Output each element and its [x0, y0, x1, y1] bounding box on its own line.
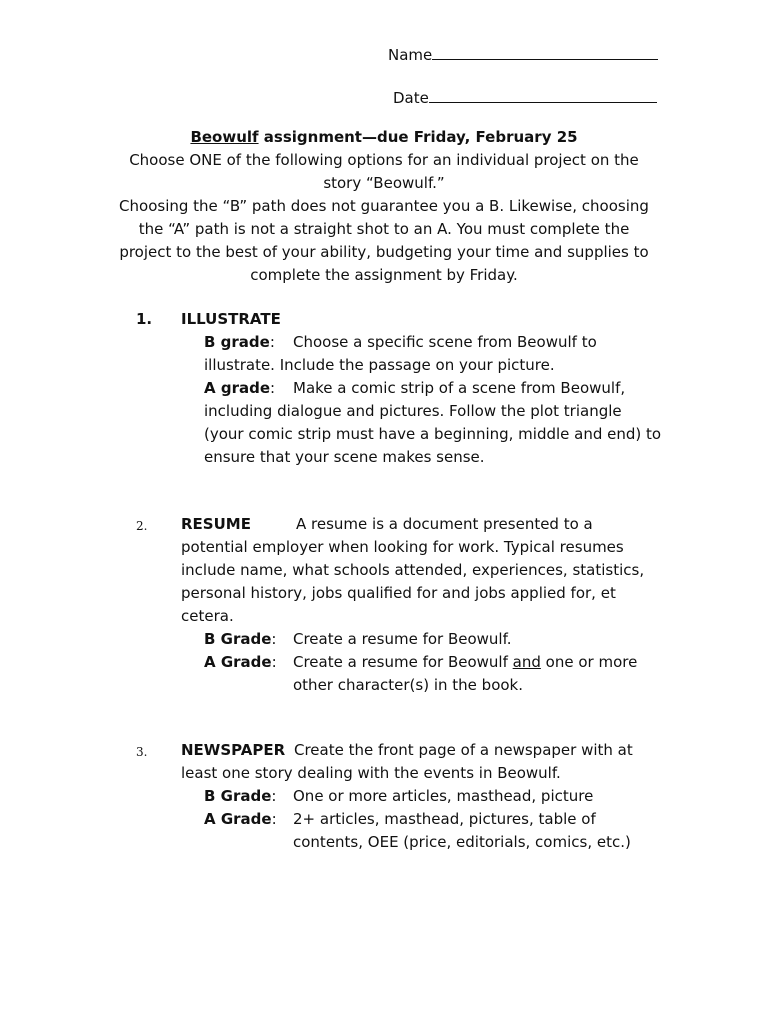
title-underlined: Beowulf	[190, 128, 259, 146]
option-description-line: personal history, jobs qualified for and jobs applied for, et	[181, 584, 616, 602]
grade-label: B Grade	[204, 787, 272, 805]
option-heading: ILLUSTRATE	[181, 310, 281, 328]
intro-line-6: project to the best of your ability, budgeting your time and supplies to	[119, 243, 649, 261]
a-grade-row: A grade: Make a comic strip of a scene from Beowulf,	[204, 377, 664, 400]
date-blank-line	[429, 89, 657, 103]
option-description: A resume is a document presented to a	[296, 515, 593, 533]
option-description-line: least one story dealing with the events in Beowulf.	[181, 764, 561, 782]
grade-label: B Grade	[204, 630, 272, 648]
a-grade-continuation: ensure that your scene makes sense.	[204, 448, 485, 466]
title-rest: assignment—due Friday, February 25	[258, 128, 578, 146]
a-grade-continuation: including dialogue and pictures. Follow the plot triangle	[204, 402, 622, 420]
name-blank-line	[432, 46, 658, 60]
name-label: Name	[388, 46, 433, 64]
grade-label: A Grade	[204, 653, 272, 671]
assignment-header	[100, 126, 668, 287]
intro-line-5: the “A” path is not a straight shot to an A. You must complete the	[138, 220, 630, 238]
grade-label: A grade	[204, 379, 270, 397]
option-description-line: include name, what schools attended, experiences, statistics,	[181, 561, 645, 579]
option-heading: NEWSPAPER	[181, 741, 286, 759]
assignment-title	[100, 126, 668, 149]
grade-description	[293, 651, 637, 674]
desc-start: Create a resume for Beowulf	[293, 653, 513, 671]
a-grade-continuation: contents, OEE (price, editorials, comics, etc.)	[293, 833, 631, 851]
a-grade-continuation: other character(s) in the book.	[293, 676, 524, 694]
grade-label: A Grade	[204, 810, 272, 828]
b-grade-row: B grade: Choose a specific scene from Beowulf to	[204, 331, 664, 354]
desc-end: one or more	[540, 653, 638, 671]
intro-line-7: complete the assignment by Friday.	[250, 266, 518, 284]
option-number: 3.	[136, 745, 148, 759]
option-number: 1.	[136, 310, 153, 328]
b-grade-row: B Grade: Create a resume for Beowulf.	[204, 628, 664, 651]
name-field	[388, 46, 660, 64]
grade-description: Create a resume for Beowulf.	[293, 630, 512, 648]
intro-line-3: story “Beowulf.”	[323, 174, 445, 192]
date-label: Date	[393, 89, 429, 107]
grade-description: One or more articles, masthead, picture	[293, 787, 594, 805]
a-grade-continuation: (your comic strip must have a beginning, middle and end) to	[204, 425, 662, 443]
date-field	[393, 89, 665, 107]
b-grade-continuation: illustrate. Include the passage on your picture.	[204, 356, 555, 374]
intro-line-4: Choosing the “B” path does not guarantee you a B. Likewise, choosing	[119, 197, 649, 215]
a-grade-row: A Grade: 2+ articles, masthead, pictures, table of	[204, 808, 664, 831]
a-grade-row: A Grade: Create a resume for Beowulf and one or more	[204, 651, 664, 674]
intro-line-2: Choose ONE of the following options for an individual project on the	[129, 151, 639, 169]
option-description-line: cetera.	[181, 607, 234, 625]
b-grade-row: B Grade: One or more articles, masthead, picture	[204, 785, 664, 808]
grade-description: 2+ articles, masthead, pictures, table of	[293, 810, 596, 828]
grade-description: Make a comic strip of a scene from Beowulf,	[293, 379, 626, 397]
option-description-line: potential employer when looking for work. Typical resumes	[181, 538, 624, 556]
option-description: Create the front page of a newspaper with at	[294, 741, 633, 759]
option-number: 2.	[136, 519, 148, 533]
grade-description: Choose a specific scene from Beowulf to	[293, 333, 597, 351]
option-heading: RESUME	[181, 515, 251, 533]
desc-underlined: and	[512, 653, 541, 671]
grade-label: B grade	[204, 333, 270, 351]
